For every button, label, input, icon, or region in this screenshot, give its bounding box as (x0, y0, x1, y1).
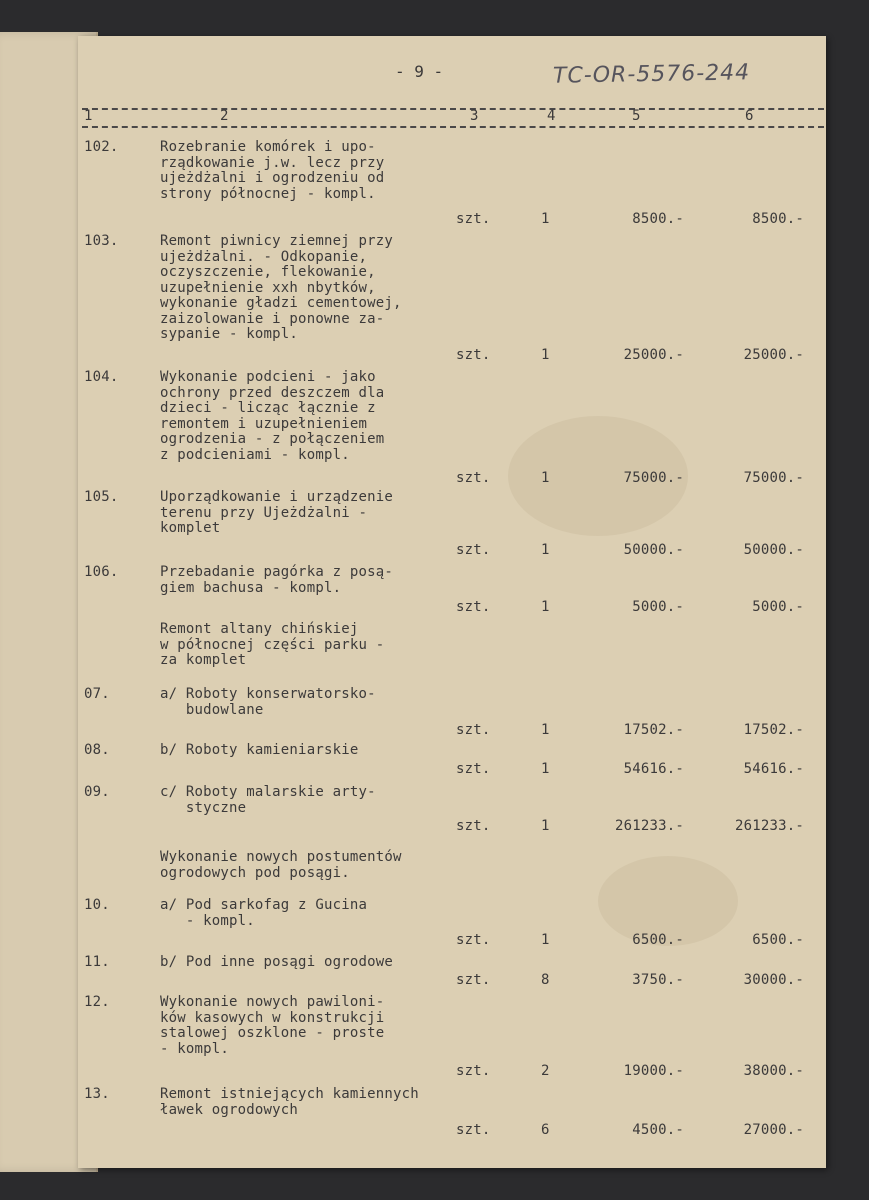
row-description: a/ Roboty konserwatorsko- budowlane (160, 686, 376, 718)
page-number: - 9 - (395, 62, 444, 81)
row-unit-price: 8500.- (632, 211, 684, 227)
row-unit: szt. (456, 818, 491, 834)
column-header-6: 6 (745, 108, 754, 124)
row-unit: szt. (456, 972, 491, 988)
row-description: Przebadanie pagórka z posą- giem bachusa - kompl. (160, 564, 393, 596)
row-unit-price: 19000.- (623, 1063, 684, 1079)
header-bottom-rule (82, 126, 824, 128)
row-quantity: 1 (541, 211, 550, 227)
row-unit-price: 6500.- (632, 932, 684, 948)
row-unit: szt. (456, 722, 491, 738)
row-unit: szt. (456, 761, 491, 777)
row-quantity: 1 (541, 599, 550, 615)
row-quantity: 8 (541, 972, 550, 988)
row-total: 8500.- (752, 211, 804, 227)
row-description: Uporządkowanie i urządzenie terenu przy Ujeżdżalni - komplet (160, 489, 393, 536)
row-unit-price: 5000.- (632, 599, 684, 615)
row-unit-price: 54616.- (623, 761, 684, 777)
column-header-3: 3 (470, 108, 479, 124)
row-unit-price: 50000.- (623, 542, 684, 558)
column-header-2: 2 (220, 108, 229, 124)
row-total: 54616.- (743, 761, 804, 777)
row-description: b/ Roboty kamieniarskie (160, 742, 359, 758)
row-description: Remont istniejących kamiennych ławek ogrodowych (160, 1086, 419, 1118)
row-description: a/ Pod sarkofag z Gucina - kompl. (160, 897, 368, 929)
row-quantity: 1 (541, 818, 550, 834)
row-quantity: 1 (541, 932, 550, 948)
row-unit: szt. (456, 542, 491, 558)
row-total: 27000.- (743, 1122, 804, 1138)
row-number: 07. (84, 686, 110, 702)
row-description: Wykonanie podcieni - jako ochrony przed deszczem dla dzieci - licząc łącznie z remontem i uzupełnieniem ogrodzenia - z połączeniem z podcieniami - kompl. (160, 369, 385, 463)
row-unit: szt. (456, 211, 491, 227)
row-description: Rozebranie komórek i upo- rządkowanie j.w. lecz przy ujeżdżalni i ogrodzeniu od strony północnej - kompl. (160, 139, 385, 202)
row-description: Remont piwnicy ziemnej przy ujeżdżalni. - Odkopanie, oczyszczenie, flekowanie, uzupełnienie xxh nbytków, wykonanie gładzi cementowej, zaizolowanie i ponowne za- sypanie - kompl. (160, 233, 402, 342)
row-unit: szt. (456, 932, 491, 948)
row-number: 10. (84, 897, 110, 913)
row-description: c/ Roboty malarskie arty- styczne (160, 784, 376, 816)
row-description: Wykonanie nowych postumentów ogrodowych pod posągi. (160, 849, 402, 881)
row-unit-price: 25000.- (623, 347, 684, 363)
row-quantity: 1 (541, 761, 550, 777)
archive-signature: TC-OR-5576-244 (552, 60, 751, 89)
row-quantity: 1 (541, 470, 550, 486)
row-unit-price: 261233.- (614, 818, 684, 834)
row-description: Remont altany chińskiej w północnej części parku - za komplet (160, 621, 385, 668)
table-header (82, 104, 824, 132)
row-number: 08. (84, 742, 110, 758)
row-number: 102. (84, 139, 119, 155)
row-unit: szt. (456, 347, 491, 363)
row-total: 38000.- (743, 1063, 804, 1079)
row-unit-price: 3750.- (632, 972, 684, 988)
row-total: 261233.- (734, 818, 804, 834)
row-description: Wykonanie nowych pawiloni- ków kasowych w konstrukcji stalowej oszklone - proste - kompl. (160, 994, 385, 1057)
row-number: 106. (84, 564, 119, 580)
row-number: 11. (84, 954, 110, 970)
row-number: 13. (84, 1086, 110, 1102)
column-header-1: 1 (84, 108, 93, 124)
row-number: 104. (84, 369, 119, 385)
row-unit-price: 17502.- (623, 722, 684, 738)
row-number: 103. (84, 233, 119, 249)
row-unit: szt. (456, 1063, 491, 1079)
row-number: 09. (84, 784, 110, 800)
row-total: 75000.- (743, 470, 804, 486)
row-total: 5000.- (752, 599, 804, 615)
header-top-rule (82, 108, 824, 110)
row-quantity: 1 (541, 722, 550, 738)
row-unit: szt. (456, 470, 491, 486)
row-total: 17502.- (743, 722, 804, 738)
row-total: 6500.- (752, 932, 804, 948)
row-number: 12. (84, 994, 110, 1010)
row-quantity: 6 (541, 1122, 550, 1138)
row-quantity: 1 (541, 542, 550, 558)
row-total: 30000.- (743, 972, 804, 988)
row-unit-price: 75000.- (623, 470, 684, 486)
row-description: b/ Pod inne posągi ogrodowe (160, 954, 393, 970)
row-unit: szt. (456, 599, 491, 615)
row-total: 50000.- (743, 542, 804, 558)
row-unit: szt. (456, 1122, 491, 1138)
row-total: 25000.- (743, 347, 804, 363)
row-number: 105. (84, 489, 119, 505)
row-quantity: 1 (541, 347, 550, 363)
column-header-4: 4 (547, 108, 556, 124)
column-header-5: 5 (632, 108, 641, 124)
row-unit-price: 4500.- (632, 1122, 684, 1138)
row-quantity: 2 (541, 1063, 550, 1079)
